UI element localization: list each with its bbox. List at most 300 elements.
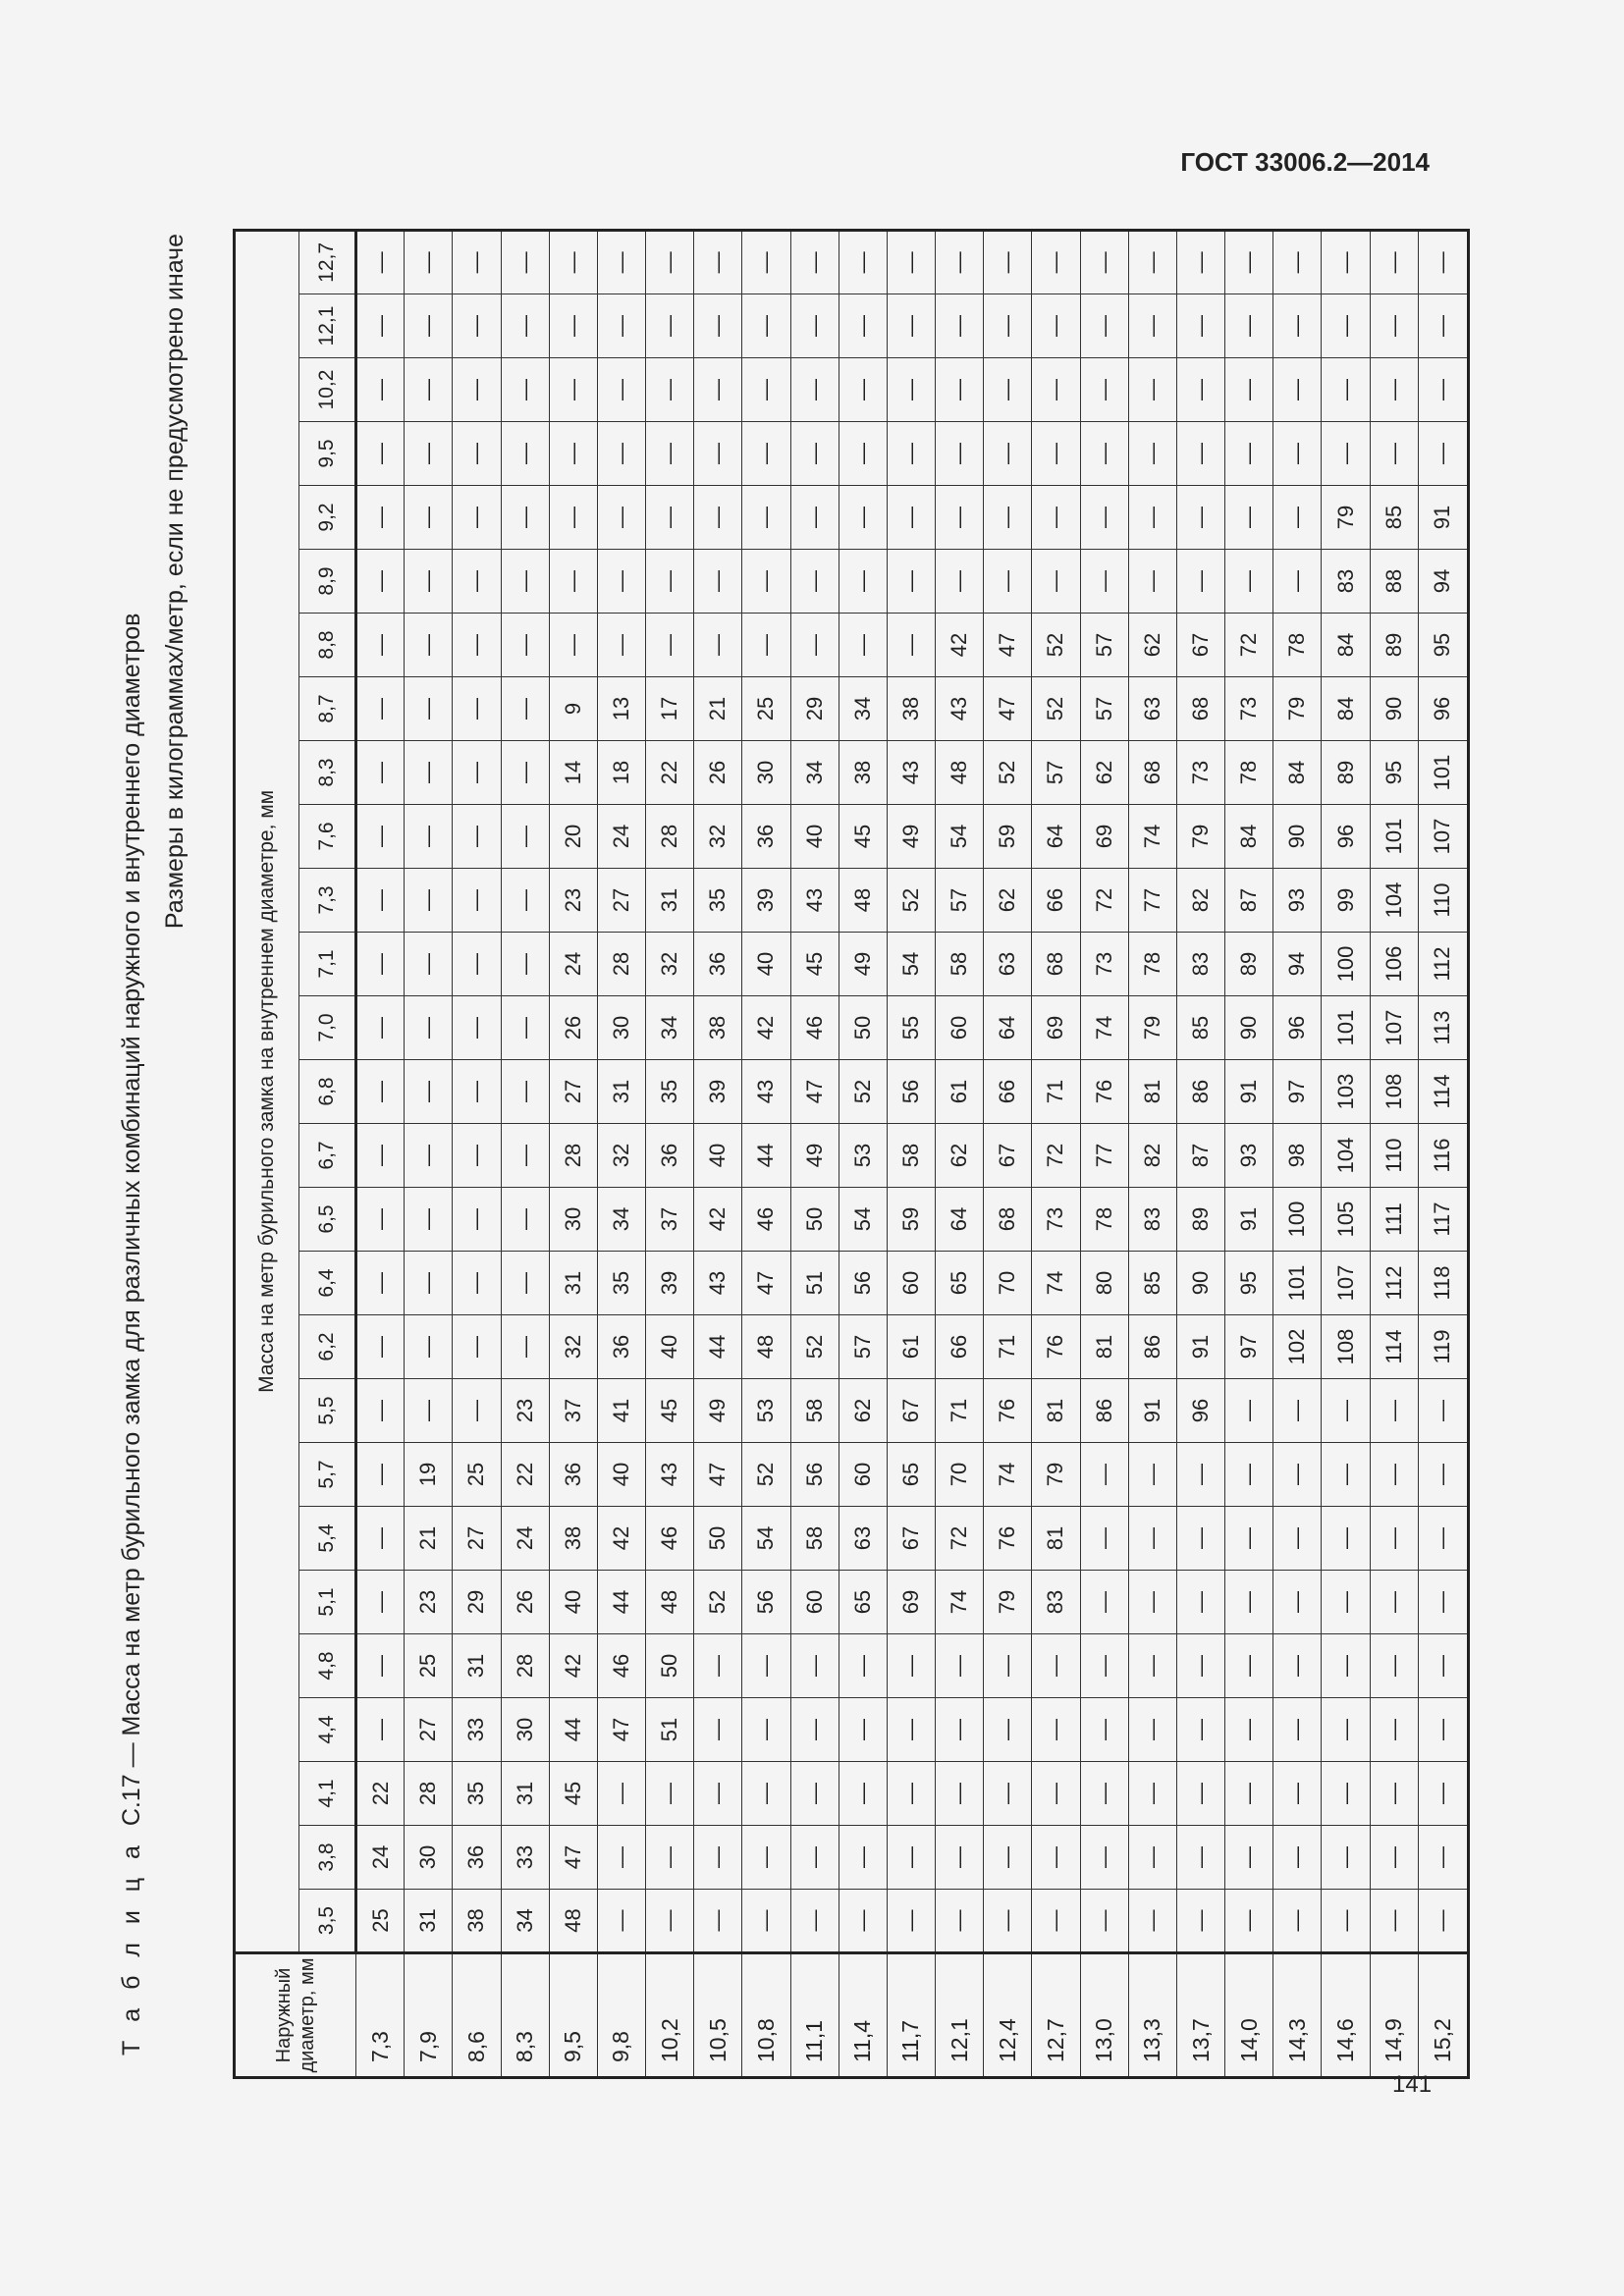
table-cell: —: [405, 230, 453, 294]
table-cell: —: [356, 933, 405, 996]
table-cell: —: [1225, 1634, 1273, 1698]
table-cell: 79: [984, 1571, 1032, 1634]
table-cell: 48: [839, 869, 887, 933]
table-cell: —: [1322, 1762, 1370, 1826]
table-cell: —: [1273, 1379, 1322, 1443]
table-cell: 95: [1225, 1252, 1273, 1315]
table-cell: —: [1322, 1571, 1370, 1634]
table-cell: —: [501, 550, 549, 614]
table-row: [405, 230, 453, 2077]
table-cell: —: [597, 294, 645, 358]
table-cell: —: [1273, 358, 1322, 422]
table-cell: 87: [1176, 1124, 1224, 1188]
table-cell: —: [1032, 1826, 1080, 1890]
table-cell: 37: [549, 1379, 597, 1443]
table-cell: 114: [1370, 1315, 1418, 1379]
table-cell: 108: [1370, 1060, 1418, 1124]
table-cell: 38: [839, 741, 887, 805]
table-cell: —: [1418, 1698, 1468, 1762]
caption-text: С.17 — Масса на метр бурильного замка для различных комбинаций наружного и внутреннего диаметров: [118, 613, 145, 1827]
table-cell: —: [405, 1124, 453, 1188]
table-cell: 112: [1418, 933, 1468, 996]
table-cell: —: [453, 1060, 501, 1124]
table-cell: 72: [1032, 1124, 1080, 1188]
table-cell: 71: [1032, 1060, 1080, 1124]
table-cell: 48: [742, 1315, 790, 1379]
table-cell: 61: [887, 1315, 935, 1379]
table-cell: —: [984, 1826, 1032, 1890]
table-cell: —: [936, 1634, 984, 1698]
table-cell: —: [597, 486, 645, 550]
table-cell: 26: [501, 1571, 549, 1634]
table-cell: —: [1032, 294, 1080, 358]
table-cell: 31: [501, 1762, 549, 1826]
table-cell: —: [984, 1698, 1032, 1762]
table-cell: —: [790, 486, 839, 550]
table-cell: —: [1080, 1443, 1128, 1507]
table-cell: 52: [1032, 614, 1080, 677]
table-row: [887, 230, 935, 2077]
row-header-outer-diameter: 11,4: [839, 1953, 887, 2078]
table-cell: 36: [646, 1124, 694, 1188]
table-cell: 63: [1128, 677, 1176, 741]
table-cell: 52: [839, 1060, 887, 1124]
table-cell: 25: [405, 1634, 453, 1698]
table-cell: 73: [1080, 933, 1128, 996]
table-row: [839, 230, 887, 2077]
table-cell: 83: [1128, 1188, 1176, 1252]
table-cell: 34: [501, 1890, 549, 1953]
table-cell: —: [453, 422, 501, 486]
table-cell: —: [356, 1060, 405, 1124]
table-cell: 45: [790, 933, 839, 996]
column-header: 7,0: [299, 996, 356, 1060]
table-cell: —: [501, 1315, 549, 1379]
table-cell: 28: [646, 805, 694, 869]
units-note: Размеры в килограммах/метр, если не предусмотрено иначе: [161, 234, 189, 930]
table-cell: 36: [694, 933, 742, 996]
row-header-outer-diameter: 7,3: [356, 1953, 405, 2078]
table-cell: —: [1418, 1379, 1468, 1443]
table-cell: 77: [1128, 869, 1176, 933]
table-cell: —: [356, 1315, 405, 1379]
table-cell: —: [984, 486, 1032, 550]
column-header: 8,3: [299, 741, 356, 805]
table-cell: 76: [1032, 1315, 1080, 1379]
table-cell: 24: [501, 1507, 549, 1571]
table-cell: —: [936, 486, 984, 550]
table-cell: —: [1080, 486, 1128, 550]
table-cell: 56: [790, 1443, 839, 1507]
table-cell: —: [1322, 1826, 1370, 1890]
table-cell: 91: [1225, 1060, 1273, 1124]
table-cell: —: [1418, 1571, 1468, 1634]
table-cell: —: [356, 614, 405, 677]
table-cell: 89: [1225, 933, 1273, 996]
column-header: 8,7: [299, 677, 356, 741]
table-cell: 76: [1080, 1060, 1128, 1124]
table-cell: —: [1370, 1762, 1418, 1826]
table-cell: 116: [1418, 1124, 1468, 1188]
table-cell: 94: [1273, 933, 1322, 996]
table-cell: —: [790, 422, 839, 486]
table-cell: —: [790, 1826, 839, 1890]
table-cell: —: [1032, 1762, 1080, 1826]
column-header: 5,4: [299, 1507, 356, 1571]
table-cell: 47: [790, 1060, 839, 1124]
table-cell: 24: [356, 1826, 405, 1890]
table-cell: —: [694, 1826, 742, 1890]
table-cell: —: [1176, 358, 1224, 422]
table-cell: 59: [887, 1188, 935, 1252]
table-cell: 40: [694, 1124, 742, 1188]
table-row: [646, 230, 694, 2077]
table-cell: 81: [1032, 1379, 1080, 1443]
table-cell: —: [1225, 294, 1273, 358]
table-cell: —: [1225, 358, 1273, 422]
table-cell: —: [1370, 422, 1418, 486]
table-cell: 55: [887, 996, 935, 1060]
table-cell: 60: [839, 1443, 887, 1507]
table-row: [1225, 230, 1273, 2077]
table-cell: —: [453, 805, 501, 869]
table-cell: —: [694, 294, 742, 358]
table-cell: —: [1370, 1507, 1418, 1571]
table-cell: —: [1322, 1698, 1370, 1762]
table-cell: 31: [646, 869, 694, 933]
table-cell: —: [887, 1890, 935, 1953]
table-cell: 44: [597, 1571, 645, 1634]
column-header: 9,2: [299, 486, 356, 550]
table-cell: —: [1370, 358, 1418, 422]
table-cell: 90: [1273, 805, 1322, 869]
table-cell: 31: [597, 1060, 645, 1124]
table-cell: 58: [936, 933, 984, 996]
table-cell: 52: [887, 869, 935, 933]
table-cell: —: [356, 1252, 405, 1315]
table-cell: —: [790, 614, 839, 677]
table-cell: 62: [984, 869, 1032, 933]
table-cell: 44: [549, 1698, 597, 1762]
table-cell: —: [1322, 358, 1370, 422]
table-cell: 34: [597, 1188, 645, 1252]
table-cell: —: [790, 230, 839, 294]
table-cell: —: [1080, 358, 1128, 422]
table-cell: —: [1418, 294, 1468, 358]
table-cell: —: [1225, 1379, 1273, 1443]
table-cell: —: [453, 1379, 501, 1443]
table-cell: —: [356, 230, 405, 294]
table-cell: —: [790, 1890, 839, 1953]
table-cell: —: [1322, 422, 1370, 486]
table-cell: 30: [549, 1188, 597, 1252]
table-cell: —: [1032, 1634, 1080, 1698]
table-cell: 66: [1032, 869, 1080, 933]
table-cell: —: [453, 869, 501, 933]
table-cell: —: [1128, 1826, 1176, 1890]
table-cell: 50: [694, 1507, 742, 1571]
table-cell: 56: [839, 1252, 887, 1315]
table-cell: 107: [1322, 1252, 1370, 1315]
table-cell: 43: [646, 1443, 694, 1507]
table-cell: 49: [887, 805, 935, 869]
table-cell: 79: [1032, 1443, 1080, 1507]
table-cell: 86: [1176, 1060, 1224, 1124]
table-cell: 117: [1418, 1188, 1468, 1252]
table-cell: —: [742, 1634, 790, 1698]
table-cell: 21: [694, 677, 742, 741]
table-cell: 52: [742, 1443, 790, 1507]
table-cell: 50: [646, 1634, 694, 1698]
table-cell: 39: [646, 1252, 694, 1315]
table-cell: —: [1176, 1698, 1224, 1762]
table-cell: —: [694, 1634, 742, 1698]
table-cell: 45: [839, 805, 887, 869]
table-cell: —: [839, 1762, 887, 1826]
row-header-outer-diameter: 11,7: [887, 1953, 935, 2078]
table-cell: —: [1225, 1762, 1273, 1826]
column-header: 6,4: [299, 1252, 356, 1315]
table-cell: 95: [1418, 614, 1468, 677]
table-cell: —: [1080, 422, 1128, 486]
table-cell: —: [405, 933, 453, 996]
table-cell: —: [887, 1634, 935, 1698]
table-cell: —: [1370, 230, 1418, 294]
table-cell: 43: [694, 1252, 742, 1315]
table-cell: —: [356, 1124, 405, 1188]
table-cell: 64: [1032, 805, 1080, 869]
table-cell: 32: [694, 805, 742, 869]
table-cell: —: [453, 1124, 501, 1188]
table-cell: 96: [1176, 1379, 1224, 1443]
table-cell: —: [1032, 358, 1080, 422]
table-cell: —: [694, 614, 742, 677]
column-header: 4,4: [299, 1698, 356, 1762]
column-header: 10,2: [299, 358, 356, 422]
table-cell: 42: [742, 996, 790, 1060]
table-cell: —: [1128, 230, 1176, 294]
table-cell: —: [1128, 1507, 1176, 1571]
table-cell: —: [984, 1634, 1032, 1698]
table-cell: —: [356, 996, 405, 1060]
table-cell: 27: [597, 869, 645, 933]
table-cell: —: [501, 486, 549, 550]
table-cell: 66: [936, 1315, 984, 1379]
table-cell: 39: [742, 869, 790, 933]
table-cell: —: [501, 933, 549, 996]
table-cell: —: [694, 1762, 742, 1826]
column-header: 6,5: [299, 1188, 356, 1252]
table-cell: —: [1080, 1826, 1128, 1890]
table-cell: —: [501, 230, 549, 294]
table-cell: 65: [936, 1252, 984, 1315]
table-cell: —: [405, 358, 453, 422]
table-cell: 61: [936, 1060, 984, 1124]
table-cell: 86: [1128, 1315, 1176, 1379]
table-cell: 80: [1080, 1252, 1128, 1315]
table-cell: —: [501, 358, 549, 422]
table-cell: 29: [453, 1571, 501, 1634]
table-cell: 84: [1322, 614, 1370, 677]
table-cell: 56: [887, 1060, 935, 1124]
table-cell: —: [887, 358, 935, 422]
table-cell: 79: [1128, 996, 1176, 1060]
table-cell: 30: [501, 1698, 549, 1762]
table-cell: 32: [597, 1124, 645, 1188]
table-cell: 18: [597, 741, 645, 805]
table-cell: 83: [1322, 550, 1370, 614]
table-cell: 56: [742, 1571, 790, 1634]
table-cell: 83: [1176, 933, 1224, 996]
table-cell: 79: [1273, 677, 1322, 741]
column-header: 4,1: [299, 1762, 356, 1826]
table-cell: 49: [694, 1379, 742, 1443]
table-cell: 22: [356, 1762, 405, 1826]
table-cell: 62: [1128, 614, 1176, 677]
table-cell: —: [405, 486, 453, 550]
table-cell: 63: [839, 1507, 887, 1571]
column-header: 12,7: [299, 230, 356, 294]
table-cell: —: [646, 550, 694, 614]
table-cell: 89: [1370, 614, 1418, 677]
table-cell: 72: [1080, 869, 1128, 933]
table-cell: 67: [1176, 614, 1224, 677]
table-cell: —: [1080, 1571, 1128, 1634]
table-cell: —: [1176, 1634, 1224, 1698]
table-cell: 19: [405, 1443, 453, 1507]
table-cell: —: [839, 1698, 887, 1762]
table-cell: 52: [984, 741, 1032, 805]
table-cell: —: [549, 230, 597, 294]
row-header-outer-diameter: 14,3: [1273, 1953, 1322, 2078]
table-cell: 62: [1080, 741, 1128, 805]
table-cell: —: [887, 1826, 935, 1890]
table-cell: —: [1418, 358, 1468, 422]
table-cell: 100: [1273, 1188, 1322, 1252]
table-cell: —: [839, 422, 887, 486]
table-cell: —: [1128, 1698, 1176, 1762]
table-cell: 58: [790, 1379, 839, 1443]
table-cell: —: [1370, 294, 1418, 358]
table-cell: 34: [790, 741, 839, 805]
table-cell: 90: [1176, 1252, 1224, 1315]
table-cell: —: [549, 486, 597, 550]
table-cell: —: [1176, 230, 1224, 294]
table-cell: 36: [597, 1315, 645, 1379]
table-cell: 33: [501, 1826, 549, 1890]
table-cell: —: [1225, 1507, 1273, 1571]
table-cell: —: [790, 550, 839, 614]
table-cell: —: [1225, 550, 1273, 614]
table-cell: 78: [1080, 1188, 1128, 1252]
table-cell: —: [501, 1252, 549, 1315]
row-header-outer-diameter: 10,8: [742, 1953, 790, 2078]
table-cell: —: [1032, 422, 1080, 486]
table-row: [1128, 230, 1176, 2077]
table-cell: —: [1176, 1890, 1224, 1953]
table-cell: 31: [453, 1634, 501, 1698]
table-cell: —: [1128, 1762, 1176, 1826]
table-cell: 33: [453, 1698, 501, 1762]
table-cell: 38: [887, 677, 935, 741]
table-cell: 108: [1322, 1315, 1370, 1379]
table-cell: 17: [646, 677, 694, 741]
table-cell: 99: [1322, 869, 1370, 933]
table-cell: —: [936, 1698, 984, 1762]
table-cell: 46: [742, 1188, 790, 1252]
table-cell: 35: [694, 869, 742, 933]
table-cell: 100: [1322, 933, 1370, 996]
row-header-outer-diameter: 11,1: [790, 1953, 839, 2078]
table-cell: —: [646, 358, 694, 422]
table-cell: —: [646, 294, 694, 358]
table-cell: 68: [984, 1188, 1032, 1252]
table-cell: 53: [839, 1124, 887, 1188]
table-cell: —: [1418, 1826, 1468, 1890]
table-cell: —: [646, 486, 694, 550]
table-cell: 79: [1322, 486, 1370, 550]
table-cell: 54: [936, 805, 984, 869]
table-cell: —: [742, 550, 790, 614]
table-cell: 20: [549, 805, 597, 869]
column-header: 6,8: [299, 1060, 356, 1124]
table-cell: —: [356, 805, 405, 869]
column-header: 6,2: [299, 1315, 356, 1379]
table-cell: —: [1128, 1443, 1176, 1507]
table-cell: 85: [1176, 996, 1224, 1060]
table-cell: 110: [1370, 1124, 1418, 1188]
table-cell: —: [549, 614, 597, 677]
table-cell: —: [453, 294, 501, 358]
table-row: [742, 230, 790, 2077]
table-cell: —: [1128, 550, 1176, 614]
table-cell: 45: [549, 1762, 597, 1826]
table-cell: 94: [1418, 550, 1468, 614]
table-cell: —: [1225, 1571, 1273, 1634]
table-cell: —: [597, 614, 645, 677]
table-cell: 40: [790, 805, 839, 869]
table-cell: 26: [549, 996, 597, 1060]
row-header-outer-diameter: 13,0: [1080, 1953, 1128, 2078]
table-cell: —: [887, 1762, 935, 1826]
table-cell: —: [1273, 550, 1322, 614]
table-cell: 68: [1176, 677, 1224, 741]
table-cell: 25: [453, 1443, 501, 1507]
table-cell: 40: [549, 1571, 597, 1634]
table-cell: 24: [549, 933, 597, 996]
row-header-outer-diameter: 14,6: [1322, 1953, 1370, 2078]
table-row: [453, 230, 501, 2077]
table-cell: 72: [1225, 614, 1273, 677]
table-cell: —: [1418, 230, 1468, 294]
table-cell: —: [1418, 1634, 1468, 1698]
table-cell: —: [356, 741, 405, 805]
table-cell: —: [597, 1890, 645, 1953]
table-cell: 47: [694, 1443, 742, 1507]
table-cell: —: [597, 1762, 645, 1826]
table-cell: 74: [984, 1443, 1032, 1507]
table-cell: 31: [405, 1890, 453, 1953]
column-header: 7,3: [299, 869, 356, 933]
table-cell: —: [453, 550, 501, 614]
table-cell: 76: [984, 1507, 1032, 1571]
table-cell: 23: [405, 1571, 453, 1634]
table-cell: —: [984, 550, 1032, 614]
table-cell: —: [1225, 486, 1273, 550]
mass-table: [233, 229, 1470, 2079]
row-header-outer-diameter: 12,1: [936, 1953, 984, 2078]
table-cell: 48: [936, 741, 984, 805]
